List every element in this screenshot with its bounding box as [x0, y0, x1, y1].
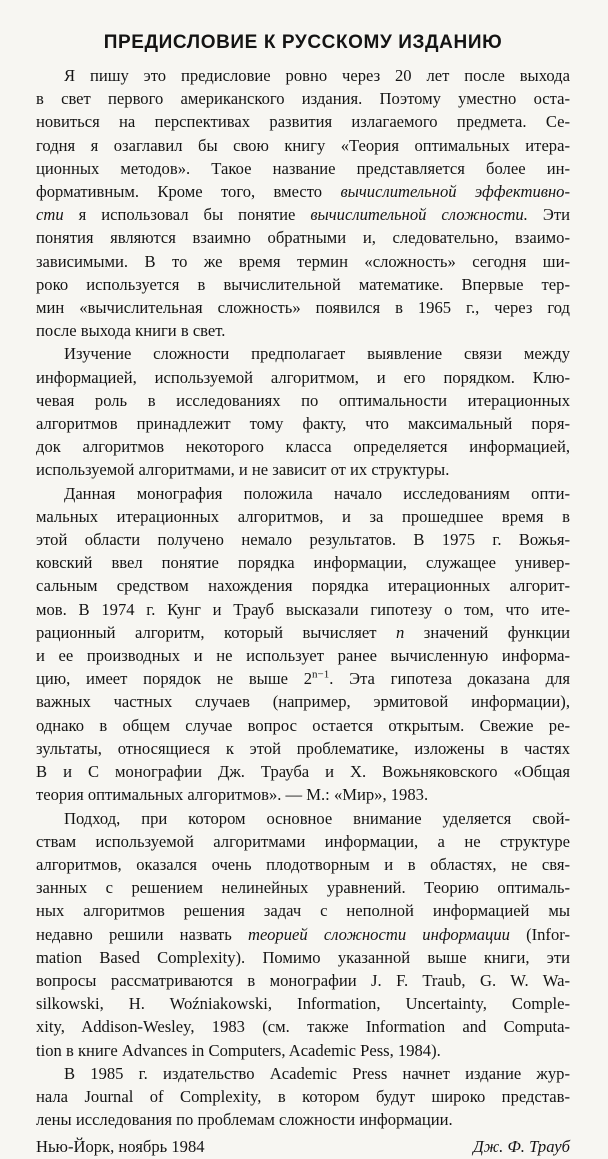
- text-line: мов. В 1974 г. Кунг и Трауб высказали гипотезу о том, что ите-: [36, 599, 570, 619]
- italic-term: вычислительной сложности.: [310, 205, 528, 225]
- text-line: теория оптимальных алгоритмов». — М.: «Мир», 1983.: [36, 785, 429, 805]
- text-line: мальных итерационных алгоритмов, и за прошедшее время в: [36, 506, 570, 526]
- text-line: В 1985 г. издательство Academic Press начнет издание жур-: [64, 1063, 570, 1083]
- italic-term: вычислительной эффективно-: [340, 182, 571, 202]
- text-line: Я пишу это предисловие ровно через 20 лет после выхода: [64, 66, 570, 85]
- text-line: чевая роль в исследованиях по оптимальности итерационных: [36, 390, 570, 410]
- text-line: сальным средством нахождения порядка итерационных алгорит-: [36, 576, 570, 596]
- text-line: зависимыми. В то же время термин «сложность» сегодня ши-: [36, 251, 570, 271]
- text-segment: рационный алгоритм, который вычисляет: [36, 622, 397, 642]
- text-line: нала Journal of Complexity, в котором будут широко представ-: [36, 1086, 570, 1106]
- text-line: однако в общем случае вопрос остается открытым. Свежие ре-: [36, 715, 570, 735]
- page-title: ПРЕДИСЛОВИЕ К РУССКОМУ ИЗДАНИЮ: [103, 32, 503, 53]
- text-line: ствам используемой алгоритмами информации, а не структуре: [36, 831, 570, 851]
- text-line: используемой алгоритмами, и не зависит от их структуры.: [36, 460, 450, 480]
- text-line: Подход, при котором основное внимание уделяется свой-: [64, 808, 570, 828]
- text-line: важных частных случаев (например, эрмитовой информации),: [36, 692, 570, 712]
- text-segment: недавно решили назвать: [36, 924, 248, 944]
- text-line: [36, 923, 570, 946]
- text-line: зультаты, относящиеся к этой проблематике, изложены в частях: [36, 738, 570, 758]
- text-segment: Эти: [527, 205, 570, 225]
- text-line: Данная монография положила начало исследованиям опти-: [64, 483, 570, 503]
- text-line: после выхода книги в свет.: [36, 321, 226, 341]
- author-signature: Дж. Ф. Трауб: [473, 1137, 570, 1157]
- text-line: в свет первого американского издания. Поэтому уместно оста-: [36, 89, 570, 109]
- paragraph-2: [36, 342, 570, 481]
- paragraph-3: [36, 482, 570, 807]
- text-line: ковский ввел понятие порядка информации, служащее универ-: [36, 553, 570, 573]
- text-line: silkowski, H. Woźniakowski, Information, Uncertainty, Comple-: [36, 994, 570, 1014]
- footer: [36, 1135, 570, 1158]
- text-line: вопросы рассматриваются в монографии J. F. Traub, G. W. Wa-: [36, 970, 570, 990]
- text-line: [36, 621, 570, 644]
- text-segment: (Infor-: [509, 924, 570, 944]
- text-line: лены исследования по проблемам сложности информации.: [36, 1110, 453, 1130]
- text-line: информацией, используемой алгоритмом, и его порядком. Клю-: [36, 367, 570, 387]
- text-line: годня я озаглавил бы свою книгу «Теория оптимальных итера-: [36, 135, 570, 155]
- text-line: [36, 203, 570, 226]
- text-line: mation Based Complexity). Помимо указанной выше книги, эти: [36, 947, 570, 967]
- text-line: [36, 180, 570, 203]
- text-line: tion в книге Advances in Computers, Academic Pess, 1984).: [36, 1040, 441, 1060]
- paragraph-4: [36, 807, 570, 1062]
- text-line: роко используется в вычислительной математике. Впервые тер-: [36, 274, 570, 294]
- text-segment: я использовал бы понятие: [63, 205, 311, 225]
- text-line: Изучение сложности предполагает выявление связи между: [64, 344, 570, 364]
- text-line: алгоритмов принадлежит тому факту, что максимальный поря-: [36, 414, 570, 434]
- text-line: B и C монографии Дж. Трауба и Х. Вожьняковского «Общая: [36, 762, 570, 782]
- text-line: алгоритмов, оказался очень плодотворным и в областях, не свя-: [36, 854, 570, 874]
- text-line: и ее производных и не использует ранее вычисленную информа-: [36, 646, 570, 666]
- italic-term: теорией сложности информации: [247, 924, 510, 944]
- text-line: этой области получено немало результатов. В 1975 г. Вожья-: [36, 530, 570, 550]
- text-line: xity, Addison-Wesley, 1983 (см. также Information and Computa-: [36, 1017, 570, 1037]
- italic-term: сти: [36, 205, 64, 225]
- text-line: новиться на перспективах развития излагаемого предмета. Се-: [36, 112, 570, 132]
- text-segment: формативным. Кроме того, вместо: [36, 182, 341, 202]
- text-line: [36, 667, 570, 690]
- text-line: понятия являются взаимно обратными и, следовательно, взаимо-: [36, 228, 570, 248]
- place-date: Нью-Йорк, ноябрь 1984: [36, 1137, 205, 1157]
- text-line: мин «вычислительная сложность» появился в 1965 г., через год: [36, 298, 570, 318]
- text-line: занных с решением нелинейных уравнений. Теорию оптималь-: [36, 878, 570, 898]
- text-line: ных алгоритмов решения задач с неполной информацией мы: [36, 901, 570, 921]
- paragraph-1: [36, 64, 570, 342]
- text-segment: цию, имеет порядок не выше 2: [36, 669, 313, 689]
- paragraph-5: [36, 1062, 570, 1132]
- exponent: n−1: [312, 668, 330, 681]
- italic-variable: n: [396, 622, 405, 642]
- text-segment: . Эта гипотеза доказана для: [329, 669, 570, 689]
- text-segment: значений функции: [404, 622, 570, 642]
- text-line: ционных методов». Такое название представляется более ин-: [36, 158, 570, 178]
- text-line: док алгоритмов некоторого класса определяется информацией,: [36, 437, 570, 457]
